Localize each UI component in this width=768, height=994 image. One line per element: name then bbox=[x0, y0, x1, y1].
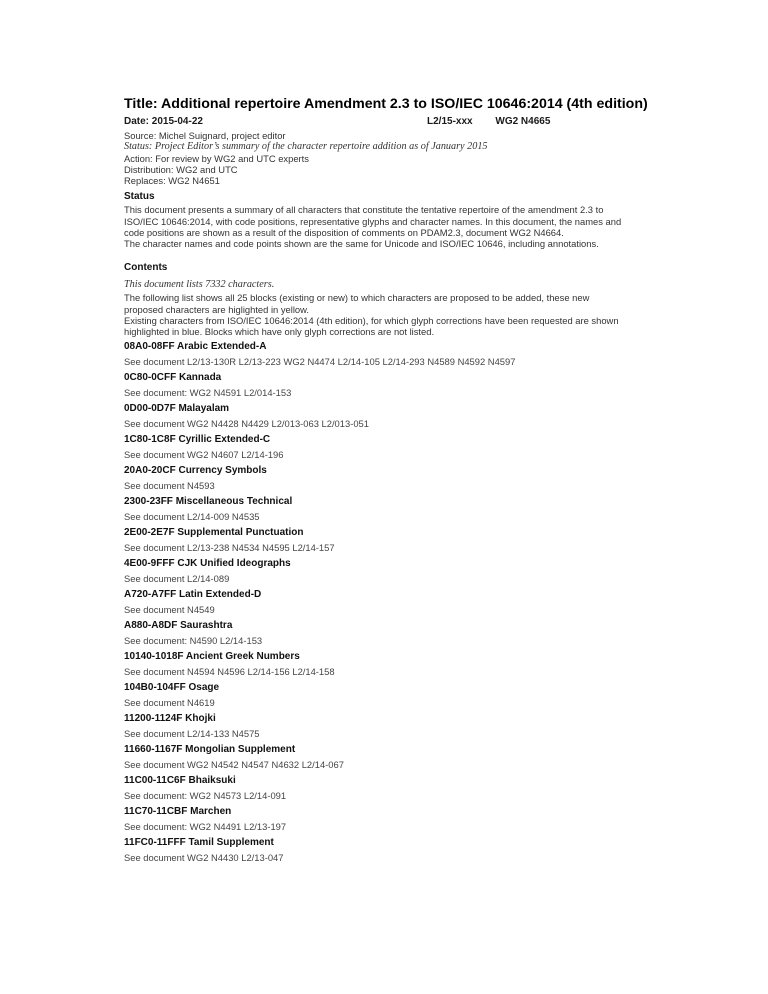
block-reference: See document L2/13-238 N4534 N4595 L2/14-157 bbox=[124, 542, 335, 554]
wg2-number: WG2 N4665 bbox=[495, 116, 551, 127]
block-reference: See document: WG2 N4573 L2/14-091 bbox=[124, 790, 287, 802]
block-heading: 0C80-0CFF Kannada bbox=[124, 372, 222, 384]
document-title: Title: Additional repertoire Amendment 2.3 to ISO/IEC 10646:2014 (4th edition) bbox=[124, 96, 648, 112]
block-entry bbox=[124, 526, 664, 554]
action-line: Action: For review by WG2 and UTC experts bbox=[124, 152, 309, 164]
block-reference: See document N4619 bbox=[124, 697, 215, 709]
doc-number: L2/15-xxx bbox=[427, 116, 473, 127]
block-heading: 11C00-11C6F Bhaiksuki bbox=[124, 775, 236, 787]
block-heading: 11C70-11CBF Marchen bbox=[124, 806, 232, 818]
status-paragraph bbox=[124, 204, 664, 249]
intro-line: The following list shows all 25 blocks (existing or new) to which characters are proposed to be added, these new bbox=[124, 292, 590, 304]
block-entry bbox=[124, 371, 664, 399]
block-entry bbox=[124, 836, 664, 864]
block-reference: See document WG2 N4607 L2/14-196 bbox=[124, 449, 284, 461]
block-entry bbox=[124, 619, 664, 647]
block-heading: A880-A8DF Saurashtra bbox=[124, 620, 233, 632]
intro-line: highlighted in blue. Blocks which have only glyph corrections are not listed. bbox=[124, 325, 435, 337]
contents-intro bbox=[124, 292, 664, 337]
block-reference: See document N4593 bbox=[124, 480, 215, 492]
block-entry bbox=[124, 743, 664, 771]
block-entry bbox=[124, 650, 664, 678]
document-page bbox=[124, 96, 664, 864]
status-summary-line: Status: Project Editor’s summary of the character repertoire addition as of January 2015 bbox=[124, 141, 488, 153]
block-entry bbox=[124, 712, 664, 740]
intro-line: Existing characters from ISO/IEC 10646:2014 (4th edition), for which glyph corrections have been requested are shown bbox=[124, 314, 619, 326]
block-heading: 104B0-104FF Osage bbox=[124, 682, 220, 694]
distribution-line: Distribution: WG2 and UTC bbox=[124, 163, 238, 175]
block-entry bbox=[124, 588, 664, 616]
status-line: This document presents a summary of all characters that constitute the tentative repertoire of the amendment 2.3 to bbox=[124, 204, 604, 216]
block-reference: See document L2/14-009 N4535 bbox=[124, 511, 260, 523]
block-entry bbox=[124, 774, 664, 802]
date-row bbox=[124, 116, 664, 130]
document-date: Date: 2015-04-22 bbox=[124, 116, 203, 127]
block-heading: 11200-1124F Khojki bbox=[124, 713, 216, 725]
block-reference: See document WG2 N4430 L2/13-047 bbox=[124, 852, 284, 864]
block-entry bbox=[124, 433, 664, 461]
block-reference: See document N4594 N4596 L2/14-156 L2/14-158 bbox=[124, 666, 335, 678]
block-heading: 11660-1167F Mongolian Supplement bbox=[124, 744, 296, 756]
block-entry bbox=[124, 557, 664, 585]
block-reference: See document L2/13-130R L2/13-223 WG2 N4474 L2/14-105 L2/14-293 N4589 N4592 N4597 bbox=[124, 356, 516, 368]
block-reference: See document WG2 N4542 N4547 N4632 L2/14-067 bbox=[124, 759, 344, 771]
block-heading: 4E00-9FFF CJK Unified Ideographs bbox=[124, 558, 291, 570]
block-entry bbox=[124, 464, 664, 492]
intro-line: proposed characters are higlighted in yellow. bbox=[124, 303, 310, 315]
block-entry bbox=[124, 681, 664, 709]
block-heading: 10140-1018F Ancient Greek Numbers bbox=[124, 651, 300, 663]
block-reference: See document: WG2 N4491 L2/13-197 bbox=[124, 821, 287, 833]
block-reference: See document N4549 bbox=[124, 604, 215, 616]
block-list bbox=[124, 340, 664, 864]
block-heading: 0D00-0D7F Malayalam bbox=[124, 403, 230, 415]
block-heading: 11FC0-11FFF Tamil Supplement bbox=[124, 837, 274, 849]
block-reference: See document: WG2 N4591 L2/014-153 bbox=[124, 387, 292, 399]
block-entry bbox=[124, 495, 664, 523]
block-heading: 1C80-1C8F Cyrillic Extended-C bbox=[124, 434, 271, 446]
block-heading: 08A0-08FF Arabic Extended-A bbox=[124, 341, 267, 353]
block-reference: See document L2/14-089 bbox=[124, 573, 230, 585]
block-reference: See document WG2 N4428 N4429 L2/013-063 L2/013-051 bbox=[124, 418, 369, 430]
character-count-line: This document lists 7332 characters. bbox=[124, 279, 275, 291]
document-numbers bbox=[427, 116, 550, 127]
block-reference: See document: N4590 L2/14-153 bbox=[124, 635, 263, 647]
replaces-line: Replaces: WG2 N4651 bbox=[124, 175, 220, 187]
block-heading: 20A0-20CF Currency Symbols bbox=[124, 465, 267, 477]
status-line: code positions are shown as a result of the disposition of comments on PDAM2.3, document WG2 N4664. bbox=[124, 226, 564, 238]
status-heading: Status bbox=[124, 191, 155, 203]
block-entry bbox=[124, 402, 664, 430]
contents-heading: Contents bbox=[124, 262, 168, 274]
block-heading: 2300-23FF Miscellaneous Technical bbox=[124, 496, 293, 508]
block-reference: See document L2/14-133 N4575 bbox=[124, 728, 260, 740]
block-entry bbox=[124, 340, 664, 368]
block-heading: A720-A7FF Latin Extended-D bbox=[124, 589, 262, 601]
source-line: Source: Michel Suignard, project editor bbox=[124, 130, 286, 141]
block-entry bbox=[124, 805, 664, 833]
block-heading: 2E00-2E7F Supplemental Punctuation bbox=[124, 527, 304, 539]
status-line: The character names and code points shown are the same for Unicode and ISO/IEC 10646, including annotations. bbox=[124, 238, 599, 250]
status-line: ISO/IEC 10646:2014, with code positions, representative glyphs and character names. In this document, the names and bbox=[124, 215, 622, 227]
